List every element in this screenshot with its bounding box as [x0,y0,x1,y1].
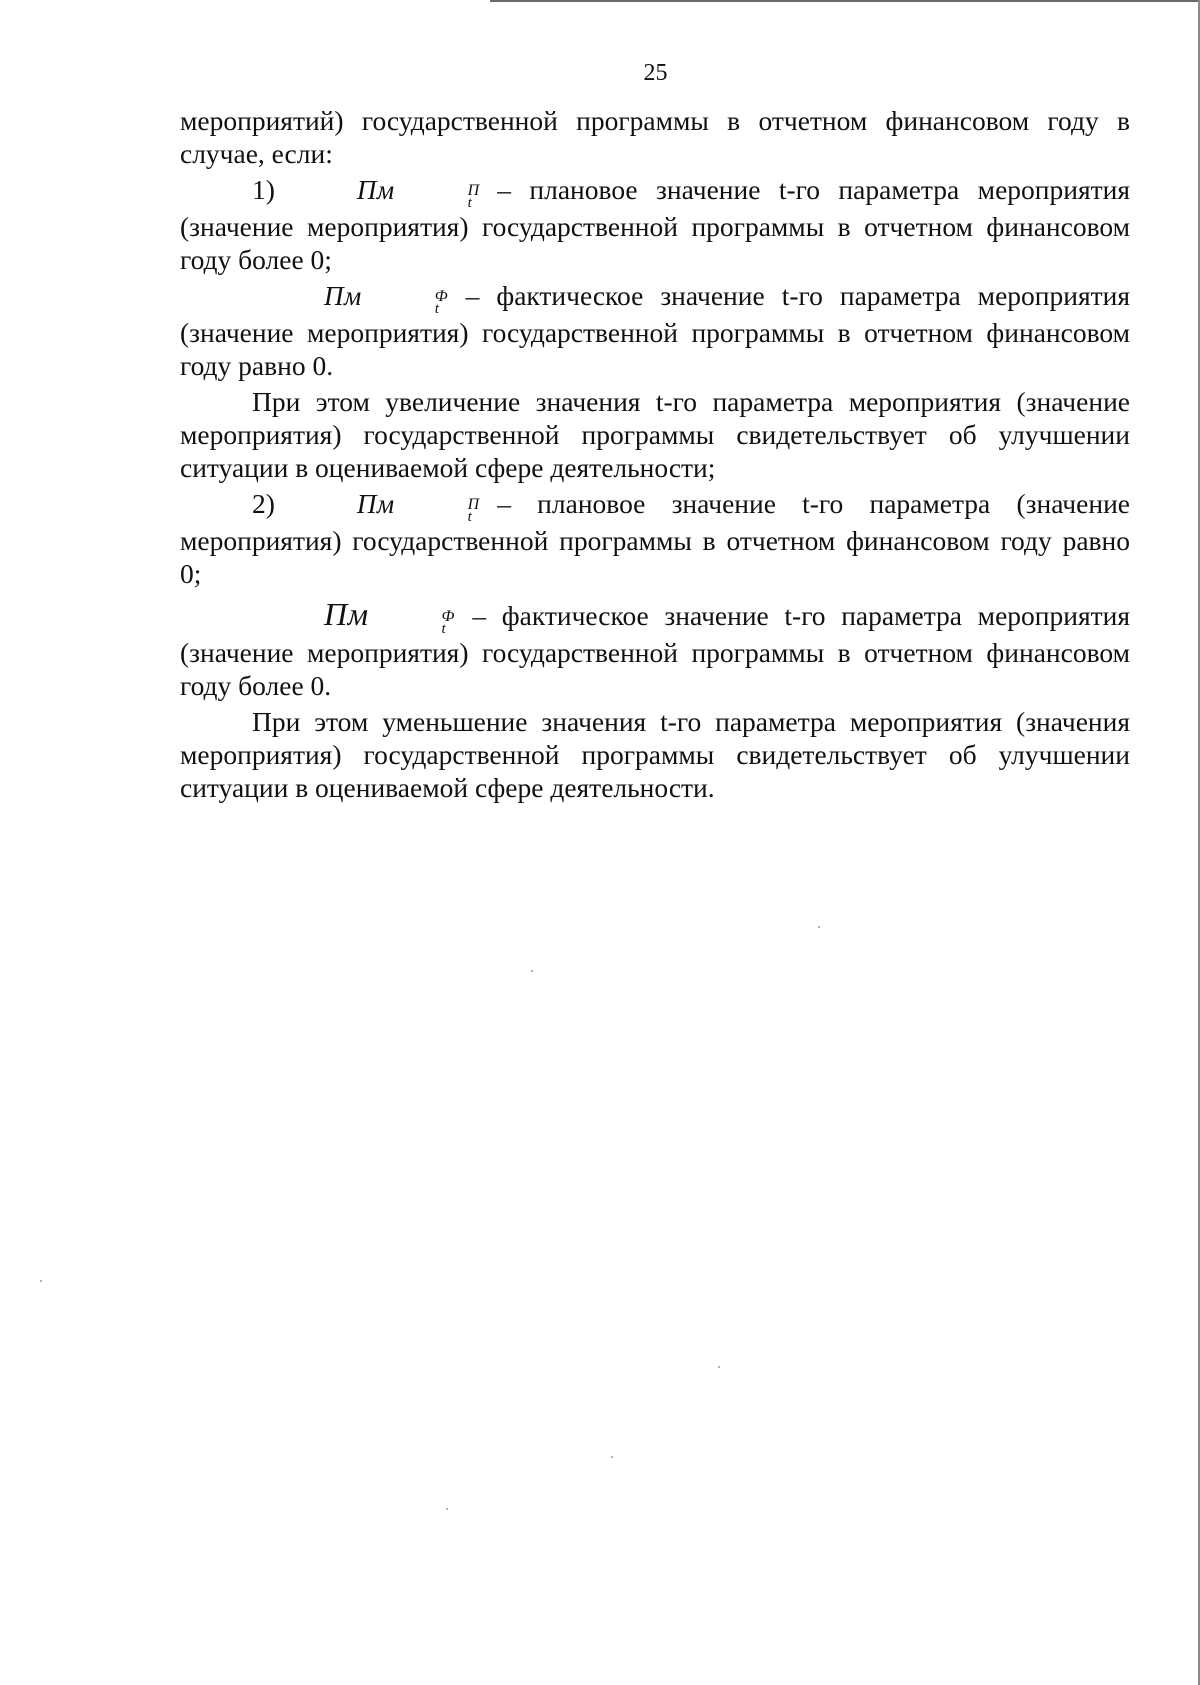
paragraph-case-1-planned [180,173,1130,276]
document-body [180,104,1130,807]
formula-symbol-planned [285,173,479,210]
paragraph-text: – плановое значение t-го параметра (значение мероприятия) государственной программы в отчетном финансовом году равно 0; [180,488,1130,589]
paragraph-text: – фактическое значение t-го параметра мероприятия (значение мероприятия) государственной программы в отчетном финансовом году равно 0. [180,280,1130,381]
formula-symbol-actual [252,279,448,316]
scan-speck [40,1280,42,1282]
paragraph-case-2-planned [180,487,1130,590]
scan-speck [611,1456,613,1458]
list-marker: 2) [252,488,275,519]
page-number: 25 [643,60,668,86]
symbol-subscript: t [467,195,472,211]
scan-speck [531,970,533,972]
symbol-base: Пм [324,281,362,311]
paragraph-text: – плановое значение t-го параметра мероприятия (значение мероприятия) государственной программы в отчетном финансовом году более 0; [180,174,1130,275]
symbol-base: Пм [356,175,395,205]
paragraph-intro-continuation: мероприятий) государственной программы в отчетном финансовом году в случае, если: [180,105,1130,169]
symbol-superscript: П [467,182,480,199]
scan-speck [818,926,820,928]
scan-edge-top [490,0,1200,2]
symbol-base: Пм [324,596,369,632]
paragraph-case-2-actual [180,598,1130,702]
list-marker: 1) [252,174,275,205]
symbol-subscript: t [441,621,446,637]
scan-speck [446,1508,448,1510]
symbol-base: Пм [356,489,395,519]
formula-symbol-actual [252,598,454,636]
paragraph-text: – фактическое значение t-го параметра мероприятия (значение мероприятия) государственной программы в отчетном финансовом году более 0. [180,600,1130,701]
symbol-subscript: t [467,509,472,525]
symbol-superscript: Ф [434,288,448,305]
paragraph-increase-note: При этом увеличение значения t-го параметра мероприятия (значение мероприятия) государственной программы свидетельствует об улучшении ситуации в оцениваемой сфере деятельности; [180,386,1130,483]
symbol-superscript: Ф [441,608,455,625]
paragraph-decrease-note: При этом уменьшение значения t-го параметра мероприятия (значения мероприятия) государственной программы свидетельствует об улучшении ситуации в оцениваемой сфере деятельности. [180,706,1130,803]
symbol-superscript: П [467,496,480,513]
symbol-subscript: t [434,301,439,317]
paragraph-case-1-actual [180,279,1130,382]
formula-symbol-planned [285,487,479,524]
scan-speck [718,1366,720,1368]
